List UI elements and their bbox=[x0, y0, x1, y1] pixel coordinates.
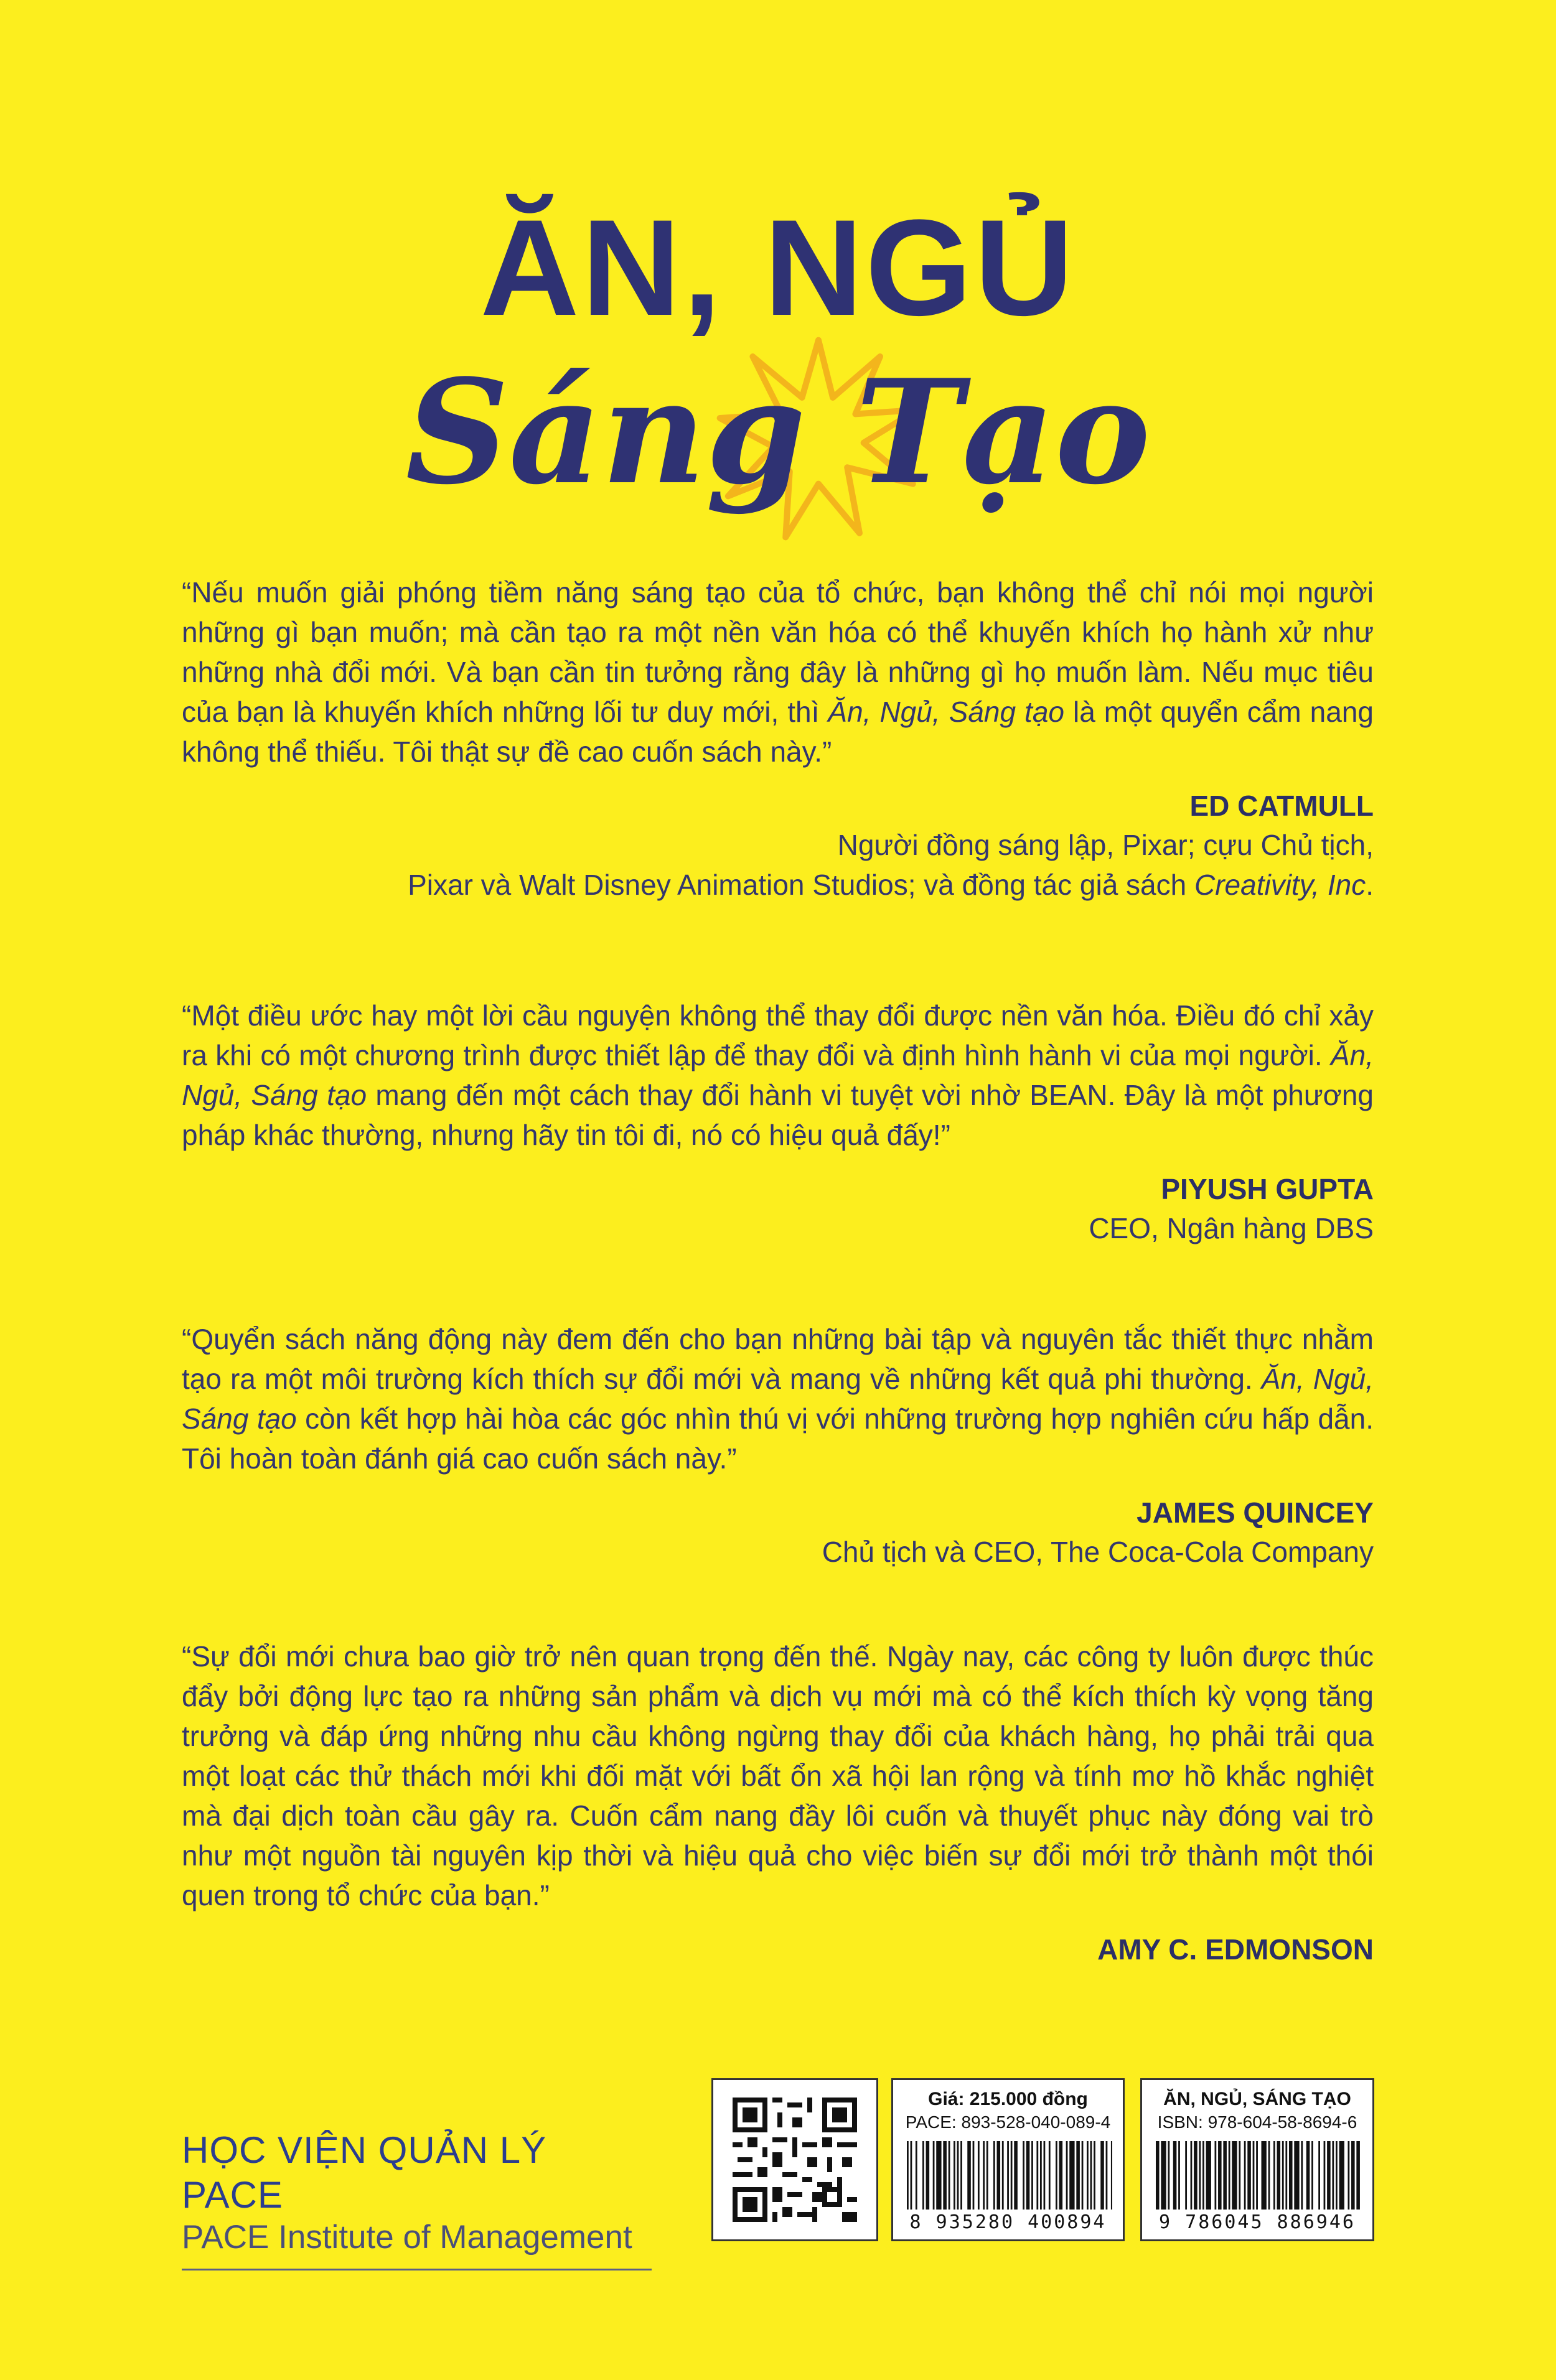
qr-code-icon bbox=[733, 2098, 857, 2222]
pace-code: PACE: 893-528-040-089-4 bbox=[905, 2112, 1111, 2132]
quote-attribution bbox=[182, 1493, 1374, 1572]
barcode-icon bbox=[907, 2141, 1112, 2210]
quote-text: “Quyển sách năng động này đem đến cho bạn những bài tập và nguyên tắc thiết thực nhằm tạo ra một môi trường kích thích sự đổi mới và mang về những kết quả phi thường. Ăn, Ngủ, Sáng tạo còn kết hợp hài hòa các góc nhìn thú vị với những trường hợp nghiên cứu hấp dẫn. Tôi hoàn toàn đánh giá cao cuốn sách này.” bbox=[182, 1323, 1374, 1475]
quote-author: ED CATMULL bbox=[1189, 790, 1374, 822]
price-label: Giá: 215.000 đồng bbox=[928, 2089, 1088, 2109]
book-title-main: ĂN, NGỦ bbox=[480, 191, 1076, 344]
book-title-sub: Sáng Tạo bbox=[405, 348, 1151, 516]
publisher-underline bbox=[182, 2269, 652, 2270]
barcode-digits: 8 935280 400894 bbox=[909, 2211, 1107, 2233]
isbn-barcode-box bbox=[1140, 2078, 1374, 2241]
publisher-name-vi: HỌC VIỆN QUẢN LÝ PACE bbox=[182, 2129, 547, 2216]
quote-text: “Nếu muốn giải phóng tiềm năng sáng tạo của tổ chức, bạn không thể chỉ nói mọi người những gì bạn muốn; mà cần tạo ra một nền văn hóa có thể khuyến khích họ hành xử như những nhà đổi mới. Và bạn cần tin tưởng rằng đây là những gì họ muốn làm. Nếu mục tiêu của bạn là khuyến khích những lối tư duy mới, thì Ăn, Ngủ, Sáng tạo là một quyển cẩm nang không thể thiếu. Tôi thật sự đề cao cuốn sách này.” bbox=[182, 576, 1374, 768]
quote-attribution bbox=[182, 1170, 1374, 1248]
barcode-icon bbox=[1156, 2141, 1361, 2210]
publisher-name-en: PACE Institute of Management bbox=[182, 2219, 632, 2256]
isbn-code: ISBN: 978-604-58-8694-6 bbox=[1157, 2112, 1357, 2132]
quote-author-role: CEO, Ngân hàng DBS bbox=[1089, 1212, 1374, 1244]
cover-title-block bbox=[0, 162, 1556, 548]
isbn-book-title: ĂN, NGỦ, SÁNG TẠO bbox=[1163, 2089, 1351, 2109]
price-barcode-box bbox=[891, 2078, 1125, 2241]
quote-attribution bbox=[182, 786, 1374, 905]
quote-amy-edmonson bbox=[182, 1636, 1374, 1969]
quote-piyush-gupta bbox=[182, 996, 1374, 1248]
barcode-digits: 9 786045 886946 bbox=[1159, 2211, 1356, 2233]
quote-author-role: Chủ tịch và CEO, The Coca-Cola Company bbox=[822, 1536, 1374, 1568]
quote-author-role: Người đồng sáng lập, Pixar; cựu Chủ tịch, bbox=[837, 829, 1374, 861]
quote-author-role: Pixar và Walt Disney Animation Studios; và đồng tác giả sách Creativity, Inc. bbox=[408, 869, 1374, 901]
quote-text: “Một điều ước hay một lời cầu nguyện không thể thay đổi được nền văn hóa. Điều đó chỉ xảy ra khi có một chương trình được thiết lập để thay đổi và định hình hành vi của mọi người. Ăn, Ngủ, Sáng tạo mang đến một cách thay đổi hành vi tuyệt vời nhờ BEAN. Đây là một phương pháp khác thường, nhưng hãy tin tôi đi, nó có hiệu quả đấy!” bbox=[182, 999, 1374, 1151]
quote-author: AMY C. EDMONSON bbox=[1097, 1933, 1374, 1966]
quote-author: PIYUSH GUPTA bbox=[1161, 1173, 1374, 1205]
quote-text: “Sự đổi mới chưa bao giờ trở nên quan trọng đến thế. Ngày nay, các công ty luôn được thúc đẩy bởi động lực tạo ra những sản phẩm và dịch vụ mới mà có thể kích thích kỳ vọng tăng trưởng và đáp ứng những nhu cầu không ngừng thay đổi của khách hàng, họ phải trải qua một loạt các thử thách mới khi đối mặt với bất ổn xã hội lan rộng và tính mơ hồ khắc nghiệt mà đại dịch toàn cầu gây ra. Cuốn cẩm nang đầy lôi cuốn và thuyết phục này đóng vai trò như một nguồn tài nguyên kịp thời và hiệu quả cho việc biến sự đổi mới trở thành một thói quen trong tổ chức của bạn.” bbox=[182, 1640, 1374, 1911]
publisher-block bbox=[182, 2128, 655, 2270]
quote-james-quincey bbox=[182, 1319, 1374, 1572]
quote-author: JAMES QUINCEY bbox=[1137, 1496, 1374, 1529]
quote-ed-catmull bbox=[182, 572, 1374, 905]
qr-code-box bbox=[711, 2078, 878, 2241]
quote-attribution bbox=[182, 1930, 1374, 1969]
